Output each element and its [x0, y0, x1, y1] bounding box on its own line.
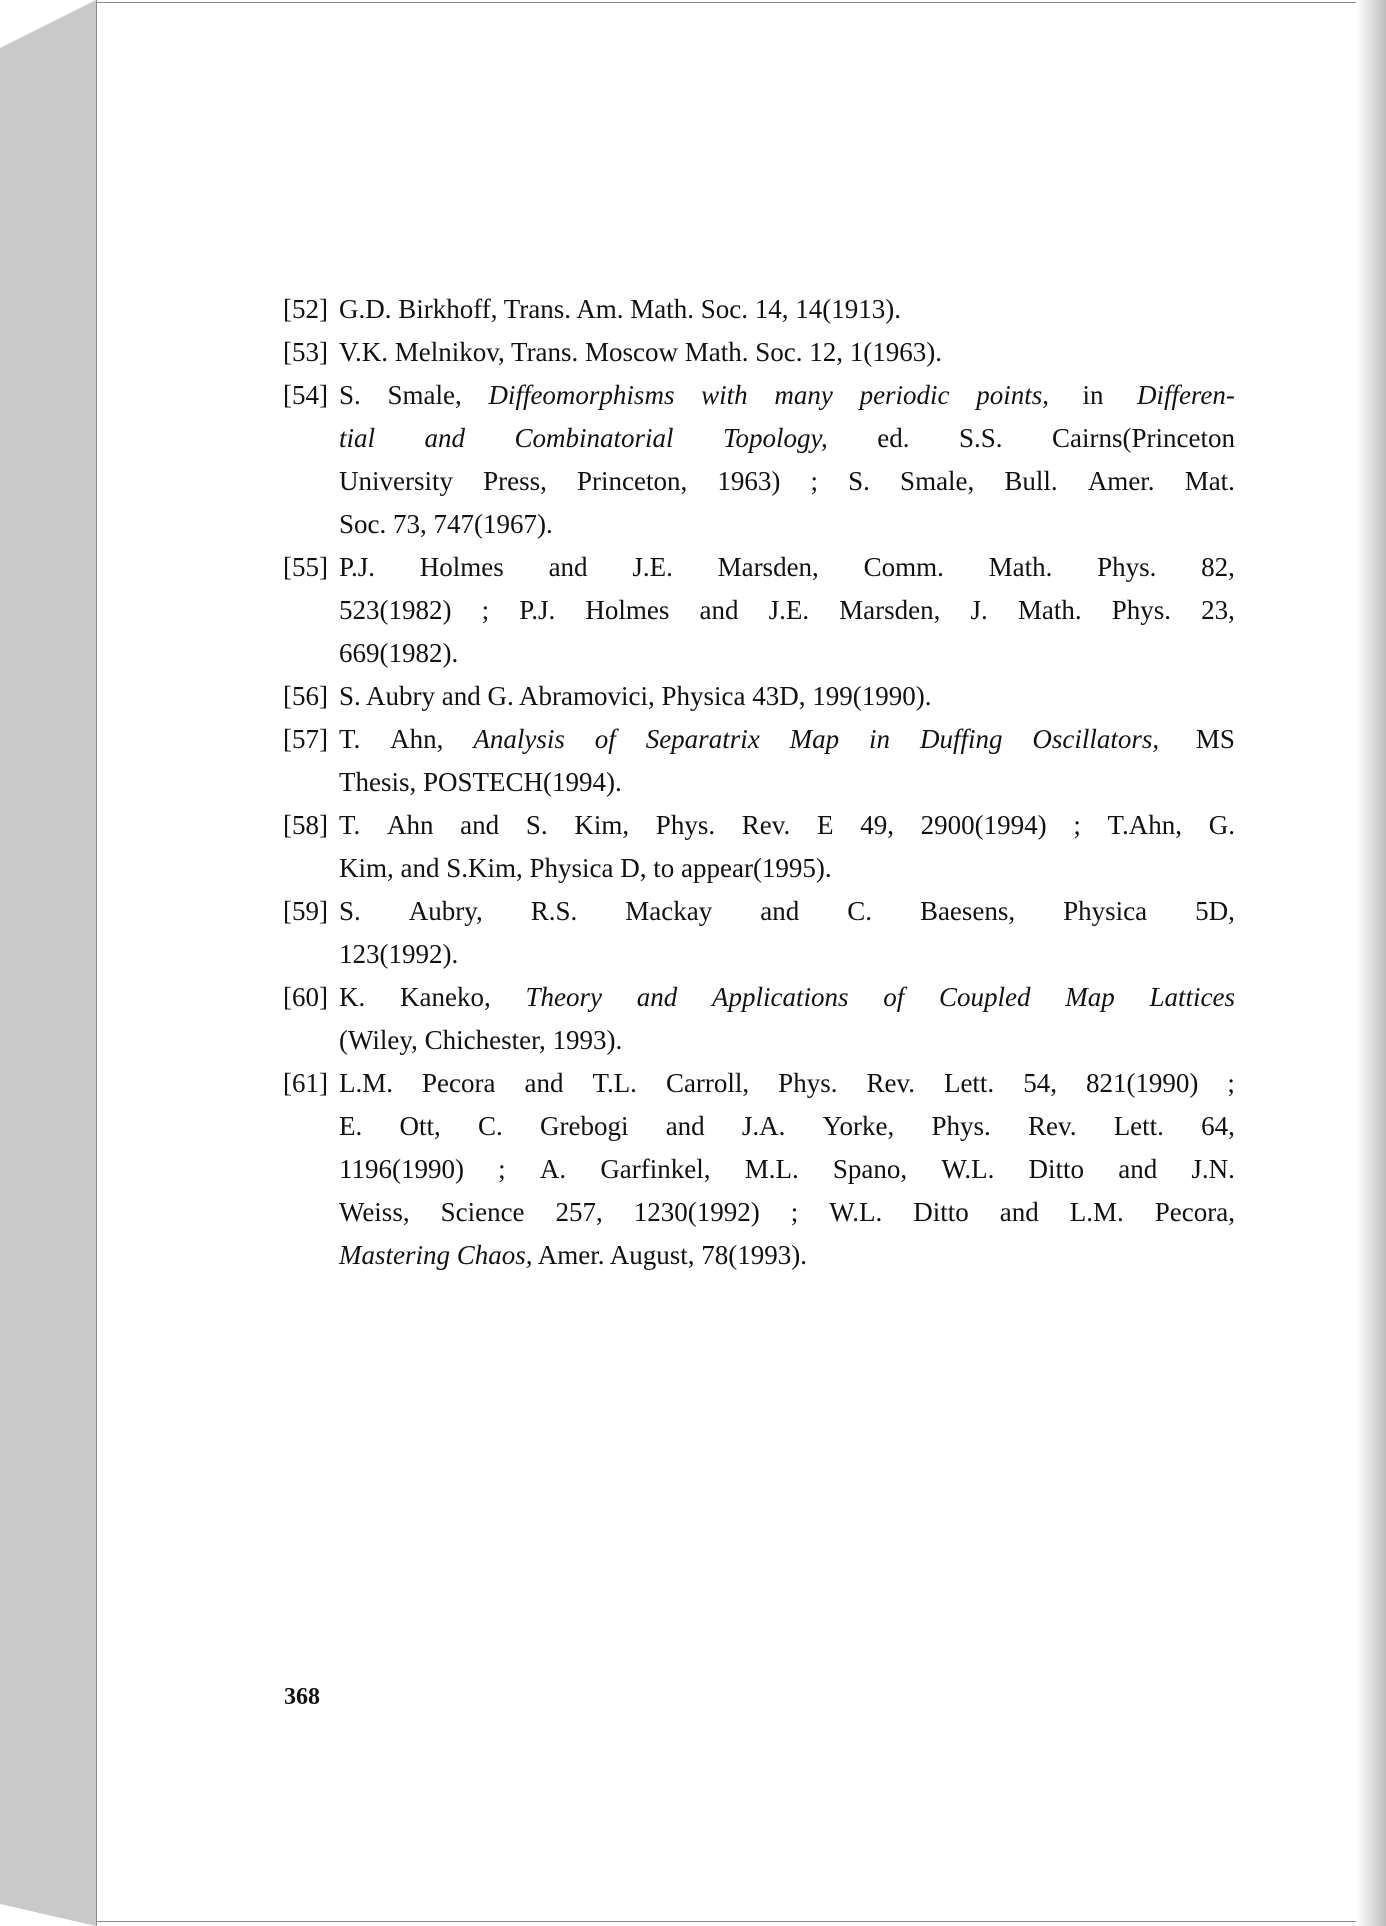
citation-text: Rev. — [866, 1068, 915, 1098]
citation-text: Holmes — [419, 552, 504, 582]
citation-text: Phys. — [778, 1068, 838, 1098]
italic-title-text: Coupled — [938, 982, 1031, 1012]
reference-text — [339, 933, 1235, 976]
citation-text: and — [460, 810, 500, 840]
italic-title-text: Diffeomorphisms — [488, 380, 675, 410]
citation-text: 1196(1990) — [339, 1154, 464, 1184]
reference-item — [283, 288, 1235, 331]
citation-text: ; — [790, 1197, 799, 1227]
citation-text: 1963) — [717, 466, 781, 496]
reference-number: [53] — [283, 337, 328, 367]
citation-text: 82, — [1201, 552, 1235, 582]
reference-line — [283, 1062, 1235, 1105]
citation-text: and — [699, 595, 739, 625]
citation-text: 1230(1992) — [633, 1197, 760, 1227]
citation-text: J.E. — [768, 595, 810, 625]
reference-item — [283, 890, 1235, 976]
reference-text — [339, 503, 1235, 546]
citation-text: Ahn — [386, 810, 434, 840]
citation-text: S. Aubry and G. Abramovici, Physica 43D, 199(1990). — [339, 681, 932, 711]
citation-text: J.E. — [632, 552, 673, 582]
reference-line — [339, 761, 1235, 804]
italic-title-text: tial — [339, 423, 376, 453]
reference-line — [283, 331, 1235, 374]
reference-line — [339, 933, 1235, 976]
reference-number: [56] — [283, 681, 328, 711]
citation-text: 123(1992). — [339, 939, 459, 969]
citation-text: Spano, — [832, 1154, 908, 1184]
citation-text: Pecora, — [1154, 1197, 1235, 1227]
reference-item — [283, 718, 1235, 804]
citation-text: R.S. — [530, 896, 578, 926]
citation-text: Mat. — [1184, 466, 1235, 496]
citation-text: J.N. — [1191, 1154, 1235, 1184]
citation-text: P.J. — [339, 552, 376, 582]
reference-number: [60] — [283, 982, 328, 1012]
reference-line — [283, 718, 1235, 761]
italic-title-text: of — [594, 724, 616, 754]
citation-text: Yorke, — [822, 1111, 895, 1141]
italic-title-text: Applications — [711, 982, 849, 1012]
italic-title-text: points, — [976, 380, 1050, 410]
reference-number: [52] — [283, 294, 328, 324]
citation-text: and — [999, 1197, 1039, 1227]
italic-title-text: and — [424, 423, 465, 453]
citation-text: ; — [810, 466, 819, 496]
citation-text: S. — [525, 810, 548, 840]
citation-text: and — [760, 896, 800, 926]
reference-list — [283, 288, 1235, 1277]
italic-title-text: with — [701, 380, 748, 410]
citation-text: Phys. — [1097, 552, 1157, 582]
citation-text: and — [1118, 1154, 1158, 1184]
citation-text: Grebogi — [539, 1111, 629, 1141]
citation-text: S. — [339, 896, 361, 926]
citation-text: 64, — [1201, 1111, 1235, 1141]
citation-text: E — [816, 810, 834, 840]
citation-text: T. — [339, 724, 361, 754]
citation-text: and — [524, 1068, 564, 1098]
citation-text: C. — [847, 896, 872, 926]
reference-line — [339, 589, 1235, 632]
citation-text: K. — [339, 982, 366, 1012]
citation-text: Ditto — [913, 1197, 969, 1227]
reference-number: [54] — [283, 380, 328, 410]
citation-text: Math. — [988, 552, 1053, 582]
citation-text: S. — [848, 466, 870, 496]
reference-text — [339, 1105, 1235, 1148]
citation-text: Rev. — [741, 810, 791, 840]
citation-text: S.S. — [959, 423, 1003, 453]
citation-text: Bull. — [1004, 466, 1058, 496]
spine-corner-bottom — [0, 1904, 96, 1926]
italic-title-text: Map — [789, 724, 840, 754]
reference-item — [283, 331, 1235, 374]
reference-number: [55] — [283, 552, 328, 582]
reference-text — [339, 1234, 1235, 1277]
citation-text: Math. — [1017, 595, 1082, 625]
citation-text: Rev. — [1027, 1111, 1077, 1141]
citation-text: Kim, and S.Kim, Physica D, to appear(1995). — [339, 853, 832, 883]
citation-text: G. — [1208, 810, 1235, 840]
citation-text: ; — [1073, 810, 1081, 840]
citation-text: E. — [339, 1111, 363, 1141]
reference-text — [339, 589, 1235, 632]
citation-text: A. — [539, 1154, 567, 1184]
italic-title-text: Topology, — [723, 423, 828, 453]
citation-text: S. — [339, 380, 361, 410]
citation-text: Mackay — [625, 896, 713, 926]
citation-text: Press, — [483, 466, 547, 496]
reference-text — [339, 331, 1235, 374]
citation-text: 257, — [555, 1197, 603, 1227]
citation-text: T.Ahn, — [1107, 810, 1183, 840]
reference-text — [339, 847, 1235, 890]
reference-text — [339, 546, 1235, 589]
reference-line — [283, 675, 1235, 718]
citation-text: 669(1982). — [339, 638, 459, 668]
citation-text: Soc. 73, 747(1967). — [339, 509, 553, 539]
italic-title-text: many — [774, 380, 833, 410]
reference-text — [339, 417, 1235, 460]
citation-text: Marsden, — [839, 595, 941, 625]
italic-title-text: Differen- — [1136, 380, 1235, 410]
reference-line — [339, 417, 1235, 460]
reference-line — [339, 460, 1235, 503]
reference-line — [283, 288, 1235, 331]
citation-text: M.L. — [744, 1154, 799, 1184]
reference-line — [283, 804, 1235, 847]
italic-title-text: in — [869, 724, 891, 754]
reference-text — [339, 675, 1235, 718]
citation-text: Thesis, POSTECH(1994). — [339, 767, 622, 797]
citation-text: Lett. — [943, 1068, 995, 1098]
citation-text: 5D, — [1195, 896, 1235, 926]
citation-text: Lett. — [1113, 1111, 1164, 1141]
citation-text: ed. — [877, 423, 910, 453]
italic-title-text: Separatrix — [645, 724, 760, 754]
citation-text: 2900(1994) — [920, 810, 1047, 840]
citation-text: T. — [339, 810, 361, 840]
citation-text: ; — [1227, 1068, 1235, 1098]
citation-text: 54, — [1023, 1068, 1057, 1098]
citation-text: Ahn, — [390, 724, 444, 754]
italic-title-text: Map — [1065, 982, 1115, 1012]
reference-text — [339, 1062, 1235, 1105]
citation-text: 523(1982) — [339, 595, 452, 625]
reference-line — [339, 1234, 1235, 1277]
citation-text: MS — [1189, 724, 1235, 754]
citation-text: Cairns(Princeton — [1052, 423, 1235, 453]
citation-text: V.K. Melnikov, Trans. Moscow Math. Soc. 12, 1(1963). — [339, 337, 943, 367]
reference-text — [339, 460, 1235, 503]
citation-text: T.L. — [592, 1068, 637, 1098]
reference-line — [339, 847, 1235, 890]
citation-text: G.D. Birkhoff, Trans. Am. Math. Soc. 14, 14(1913). — [339, 294, 902, 324]
reference-text — [339, 288, 1235, 331]
citation-text: Aubry, — [408, 896, 483, 926]
reference-text — [339, 1191, 1235, 1234]
citation-text: Smale, — [900, 466, 975, 496]
reference-line — [339, 1148, 1235, 1191]
citation-text: ; — [498, 1154, 506, 1184]
reference-text — [339, 718, 1235, 761]
citation-text: C. — [477, 1111, 503, 1141]
citation-text: Baesens, — [919, 896, 1016, 926]
reference-text — [339, 976, 1235, 1019]
reference-text — [339, 804, 1235, 847]
reference-line — [339, 632, 1235, 675]
reference-line — [339, 1019, 1235, 1062]
reference-text — [339, 890, 1235, 933]
reference-text — [339, 1019, 1235, 1062]
citation-text: Phys. — [931, 1111, 991, 1141]
citation-text: Amer. — [1087, 466, 1155, 496]
citation-text: Phys. — [1111, 595, 1172, 625]
reference-line — [339, 1191, 1235, 1234]
citation-text: Comm. — [863, 552, 944, 582]
reference-item — [283, 374, 1235, 546]
citation-text: Physica — [1063, 896, 1148, 926]
citation-text: ; — [481, 595, 490, 625]
citation-text: Ditto — [1028, 1154, 1085, 1184]
reference-line — [283, 890, 1235, 933]
reference-line — [283, 976, 1235, 1019]
citation-text: W.L. — [829, 1197, 883, 1227]
reference-item — [283, 675, 1235, 718]
reference-item — [283, 1062, 1235, 1277]
reference-number: [61] — [283, 1068, 328, 1098]
citation-text: 821(1990) — [1085, 1068, 1199, 1098]
book-spine — [0, 0, 97, 1926]
citation-text: Smale, — [387, 380, 462, 410]
italic-title-text: Lattices — [1149, 982, 1235, 1012]
citation-text: 23, — [1201, 595, 1235, 625]
italic-title-text: and — [636, 982, 678, 1012]
reference-item — [283, 976, 1235, 1062]
citation-text: in — [1075, 380, 1111, 410]
reference-item — [283, 804, 1235, 890]
citation-text: Kaneko, — [400, 982, 491, 1012]
citation-text: Ott, — [399, 1111, 441, 1141]
reference-number: [57] — [283, 724, 328, 754]
citation-text: W.L. — [941, 1154, 995, 1184]
reference-text — [339, 632, 1235, 675]
reference-line — [339, 503, 1235, 546]
page-number: 368 — [284, 1684, 320, 1710]
citation-text: J. — [970, 595, 988, 625]
citation-text: Princeton, — [577, 466, 688, 496]
citation-text: P.J. — [519, 595, 556, 625]
italic-title-text: Theory — [525, 982, 602, 1012]
italic-title-text: Mastering Chaos, — [339, 1240, 533, 1270]
reference-item — [283, 546, 1235, 675]
citation-text: J.A. — [741, 1111, 786, 1141]
reference-line — [283, 374, 1235, 417]
citation-text: Holmes — [585, 595, 670, 625]
reference-line — [339, 1105, 1235, 1148]
citation-text: Marsden, — [717, 552, 819, 582]
citation-text: Weiss, — [339, 1197, 410, 1227]
citation-text: Garfinkel, — [600, 1154, 711, 1184]
citation-text: Kim, — [574, 810, 630, 840]
italic-title-text: of — [883, 982, 905, 1012]
reference-line — [283, 546, 1235, 589]
citation-text: Phys. — [655, 810, 716, 840]
italic-title-text: periodic — [859, 380, 950, 410]
citation-text: (Wiley, Chichester, 1993). — [339, 1025, 623, 1055]
italic-title-text: Oscillators, — [1032, 724, 1160, 754]
spine-corner-top — [0, 0, 96, 48]
citation-text: 49, — [860, 810, 894, 840]
reference-text — [339, 761, 1235, 804]
italic-title-text: Analysis — [473, 724, 565, 754]
reference-number: [59] — [283, 896, 328, 926]
reference-number: [58] — [283, 810, 328, 840]
page-edge-shadow — [1356, 0, 1386, 1926]
citation-text: L.M. — [339, 1068, 393, 1098]
citation-text: Science — [440, 1197, 525, 1227]
citation-text: University — [339, 466, 453, 496]
italic-title-text: Combinatorial — [514, 423, 674, 453]
citation-text: Amer. August, 78(1993). — [532, 1240, 808, 1270]
italic-title-text: Duffing — [919, 724, 1003, 754]
reference-text — [339, 1148, 1235, 1191]
citation-text: L.M. — [1069, 1197, 1124, 1227]
reference-text — [339, 374, 1235, 417]
citation-text: and — [548, 552, 588, 582]
citation-text: Pecora — [422, 1068, 496, 1098]
citation-text: Carroll, — [665, 1068, 750, 1098]
citation-text: and — [665, 1111, 705, 1141]
